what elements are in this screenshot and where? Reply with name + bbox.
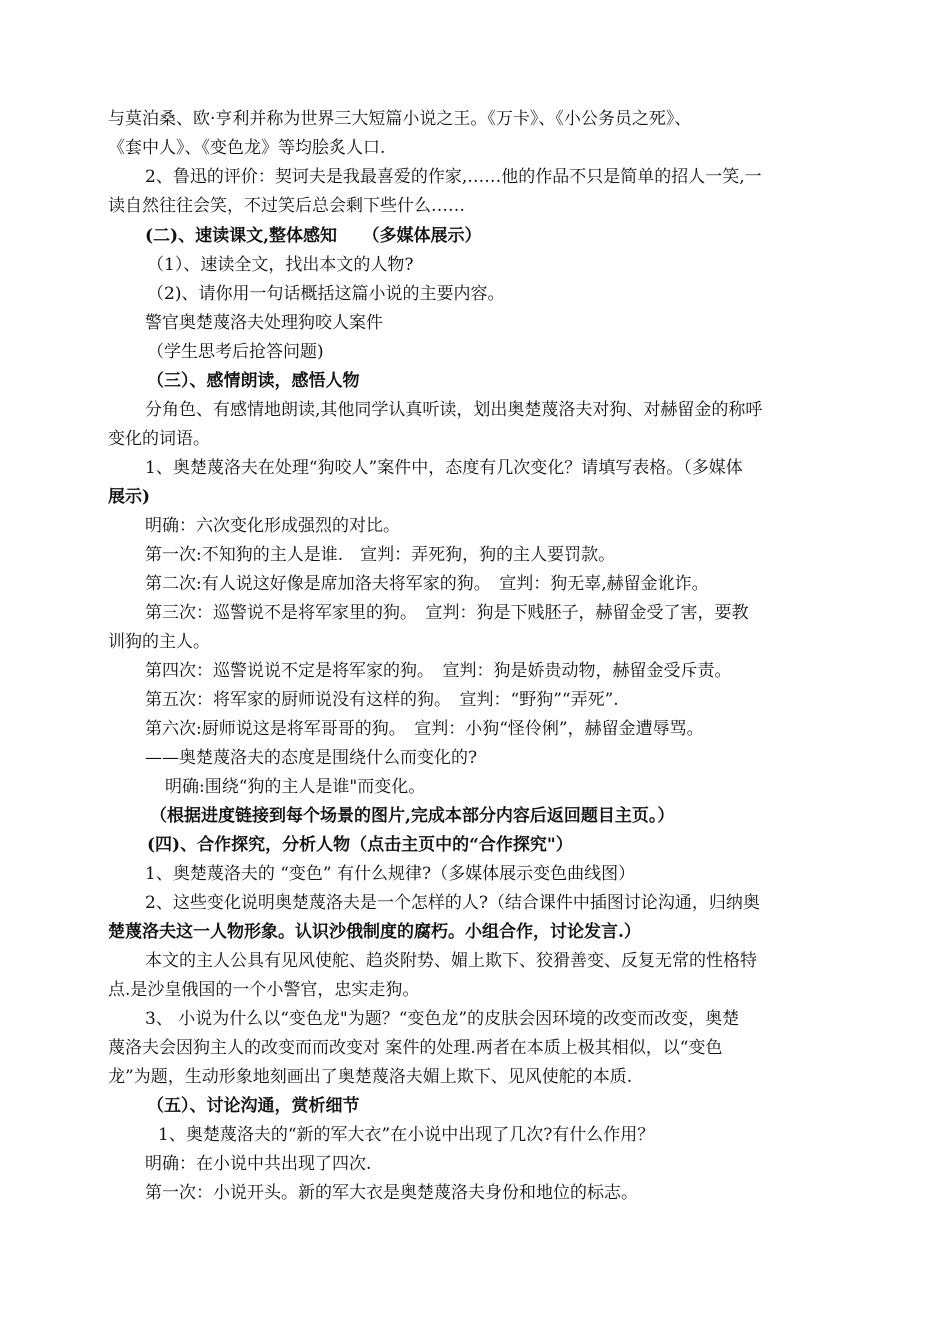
text-line: 1、奥楚蔑洛夫的“新的军大衣”在小说中出现了几次?有什么作用？ — [158, 1125, 655, 1145]
text-line: 蔑洛夫会因狗主人的改变而而改变对 案件的处理.两者在本质上极其相似，以“变色 — [108, 1038, 723, 1058]
text-line: （2)、请你用一句话概括这篇小说的主要内容。 — [147, 284, 505, 304]
text-line: 警官奥楚蔑洛夫处理狗咬人案件 — [145, 313, 383, 333]
text-line: 第四次：巡警说说不定是将军家的狗。 宣判：狗是娇贵动物，赫留金受斥责。 — [145, 661, 732, 681]
text-line: 第五次：将军家的厨师说没有这样的狗。 宣判：“野狗”“弄死”. — [145, 690, 619, 710]
section-heading: （五）、讨论沟通，赏析细节 — [147, 1096, 360, 1116]
text-line: （根据进度链接到每个场景的图片,完成本部分内容后返回题目主页。） — [150, 806, 675, 826]
text-line: 读自然往往会笑，不过笑后总会剩下些什么…… — [108, 196, 465, 216]
text-line: （1）、速读全文，找出本文的人物? — [147, 255, 414, 275]
section-heading: (四)、合作探究，分析人物（点击主页中的“合作探究"） — [147, 835, 573, 855]
section-heading: (二)、速读课文,整体感知 （多媒体展示） — [145, 226, 482, 246]
text-line: 龙”为题，生动形象地刻画出了奥楚蔑洛夫媚上欺下、见风使舵的本质. — [108, 1067, 633, 1087]
text-line: 第一次:不知狗的主人是谁. 宣判：弄死狗，狗的主人要罚款。 — [145, 545, 616, 565]
text-line: 明确：六次变化形成强烈的对比。 — [145, 516, 400, 536]
section-heading: （三）、感情朗读，感悟人物 — [147, 371, 360, 391]
text-line: 展示) — [108, 487, 151, 507]
text-line: 点.是沙皇俄国的一个小警官，忠实走狗。 — [108, 980, 420, 1000]
text-line: 《套中人》、《变色龙》等均脍炙人口. — [108, 138, 386, 158]
text-line: 第二次:有人说这好像是席加洛夫将军家的狗。 宣判：狗无辜,赫留金讹诈。 — [145, 574, 709, 594]
text-line: 训狗的主人。 — [108, 632, 210, 652]
text-line: 第一次：小说开头。新的军大衣是奥楚蔑洛夫身份和地位的标志。 — [145, 1183, 638, 1203]
text-line: 2、鲁迅的评价：契诃夫是我最喜爱的作家,……他的作品不只是简单的招人一笑,一 — [145, 167, 762, 187]
text-line: 明确：在小说中共出现了四次. — [145, 1154, 372, 1174]
text-line: ——奥楚蔑洛夫的态度是围绕什么而变化的? — [145, 748, 478, 768]
text-line: 第六次:厨师说这是将军哥哥的狗。 宣判：小狗“怪伶俐”，赫留金遭辱骂。 — [145, 719, 704, 739]
text-line: 第三次：巡警说不是将军家里的狗。 宣判：狗是下贱胚子，赫留金受了害，要教 — [145, 603, 749, 623]
text-line: 1、奥楚蔑洛夫在处理“狗咬人”案件中，态度有几次变化？请填写表格。（多媒体 — [145, 458, 743, 478]
text-line: 变化的词语。 — [108, 429, 210, 449]
text-line: （学生思考后抢答问题) — [147, 342, 324, 362]
text-line: 本文的主人公具有见风使舵、趋炎附势、媚上欺下、狡猾善变、反复无常的性格特 — [145, 951, 757, 971]
text-line: 明确:围绕“狗的主人是谁"而变化。 — [165, 777, 426, 797]
text-line: 1、奥楚蔑洛夫的 “变色” 有什么规律?（多媒体展示变色曲线图） — [145, 864, 636, 884]
text-line: 3、 小说为什么以“变色龙"为题？“变色龙”的皮肤会因环境的改变而改变，奥楚 — [145, 1009, 740, 1029]
text-line: 分角色、有感情地朗读,其他同学认真听读，划出奥楚蔑洛夫对狗、对赫留金的称呼 — [145, 400, 763, 420]
text-line: 2、这些变化说明奥楚蔑洛夫是一个怎样的人?（结合课件中插图讨论沟通，归纳奥 — [145, 893, 760, 913]
text-line: 楚蔑洛夫这一人物形象。认识沙俄制度的腐朽。小组合作，讨论发言.） — [108, 922, 641, 942]
text-line: 与莫泊桑、欧·亨利并称为世界三大短篇小说之王。《万卡》、《小公务员之死》、 — [108, 109, 692, 129]
